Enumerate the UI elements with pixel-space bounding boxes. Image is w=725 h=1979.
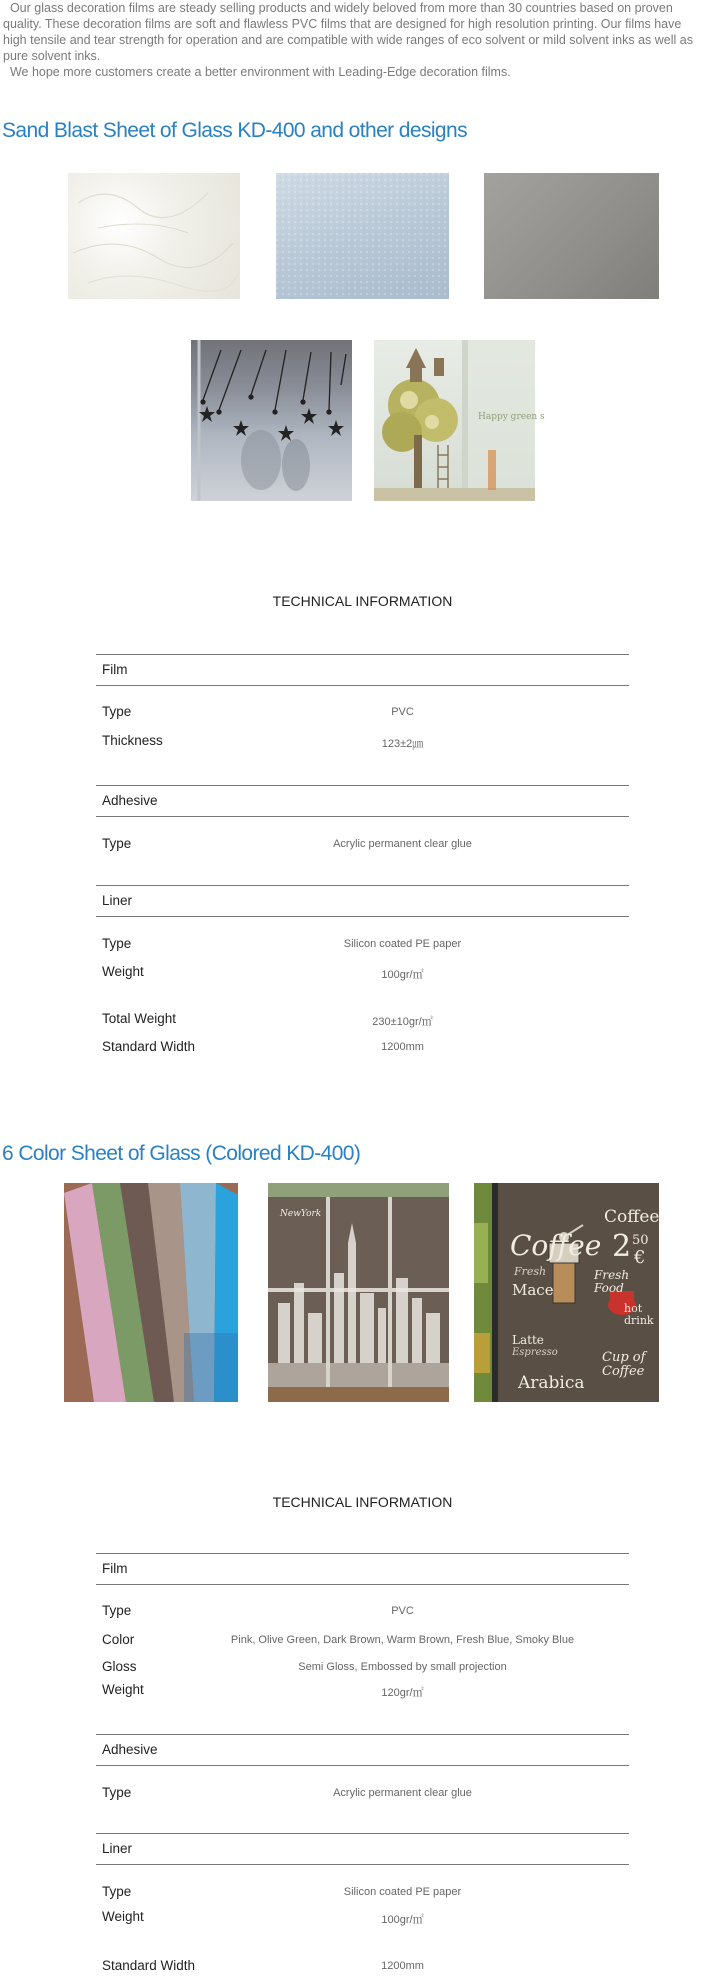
film2-weight-label: Weight (102, 1682, 144, 1697)
photo-happy-green-text: Happy green s (478, 412, 545, 422)
liner-type-value: Silicon coated PE paper (343, 938, 462, 950)
photo-color-sheets (64, 1183, 238, 1402)
standard-width2-label: Standard Width (102, 1958, 196, 1973)
section2-title: 6 Color Sheet of Glass (Colored KD-400) (2, 1142, 361, 1165)
adhesive-heading: Adhesive (102, 793, 158, 808)
coffee-word-7: Latte (512, 1333, 544, 1347)
section1-tech-title: TECHNICAL INFORMATION (272, 593, 453, 609)
liner-weight-label: Weight (102, 964, 144, 979)
intro-paragraph-1: Our glass decoration films are steady selling products and widely beloved from more than 30 countries based on proven quality. These decoration films are soft and flawless PVC films that are designed for high resolution printing. Our films have high tensile and tear strength for operation and are compatible with wide ranges of eco solvent or mild solvent inks as well as pure solvent inks. (3, 1, 697, 63)
section2-tech-title: TECHNICAL INFORMATION (272, 1494, 453, 1510)
liner-heading-row (96, 885, 629, 917)
coffee-word-2: Coffee (604, 1207, 660, 1227)
liner2-heading: Liner (102, 1841, 133, 1856)
film2-color-value: Pink, Olive Green, Dark Brown, Warm Brown, Fresh Blue, Smoky Blue (230, 1634, 575, 1646)
photo-grey-frost-texture (484, 173, 659, 299)
coffee-word-4: Mace (512, 1281, 554, 1299)
film-thickness-label: Thickness (102, 733, 163, 748)
photo-white-fiber-texture (68, 173, 240, 299)
photo-star-mobile-window (191, 340, 352, 501)
film2-heading: Film (102, 1561, 128, 1576)
photo-newyork-text: NewYork (280, 1209, 322, 1219)
coffee-word-10: Cup of Coffee (602, 1350, 646, 1379)
coffee-word-1: Coffee (510, 1229, 602, 1262)
liner2-weight-value: 100gr/㎡ (381, 1914, 424, 1926)
adhesive-type-label: Type (102, 836, 132, 851)
photo-newyork-skyline-window (268, 1183, 449, 1402)
film2-type-value: PVC (391, 1605, 414, 1617)
coffee-word-5: Fresh Food (594, 1268, 630, 1295)
section1-tech-table (96, 654, 629, 1064)
film2-type-label: Type (102, 1603, 132, 1618)
intro-text (3, 0, 703, 80)
standard-width2-value: 1200mm (381, 1960, 424, 1972)
liner2-heading-row (96, 1833, 629, 1865)
standard-width-label: Standard Width (102, 1039, 196, 1054)
film-heading: Film (102, 662, 128, 677)
price-currency: € (634, 1247, 646, 1268)
film2-gloss-value: Semi Gloss, Embossed by small projection (298, 1661, 507, 1673)
liner2-type-value: Silicon coated PE paper (343, 1886, 462, 1898)
film-type-value: PVC (391, 706, 414, 718)
photo-blue-frost-texture (276, 173, 449, 299)
adhesive-heading-row (96, 785, 629, 817)
intro-paragraph-2: We hope more customers create a better environment with Leading-Edge decoration films. (3, 65, 511, 79)
coffee-word-3: Fresh (514, 1265, 547, 1278)
film2-heading-row (96, 1553, 629, 1585)
liner2-type-label: Type (102, 1884, 132, 1899)
standard-width-value: 1200mm (381, 1041, 424, 1053)
film2-gloss-label: Gloss (102, 1659, 137, 1674)
film-thickness-value: 123±2㎛ (381, 738, 424, 750)
price-major: 2 (612, 1229, 632, 1264)
coffee-word-6: hot drink (624, 1302, 654, 1327)
film2-color-label: Color (102, 1632, 135, 1647)
total-weight-label: Total Weight (102, 1011, 177, 1026)
liner-heading: Liner (102, 893, 133, 908)
adhesive2-heading: Adhesive (102, 1742, 158, 1757)
adhesive-type-value: Acrylic permanent clear glue (333, 838, 472, 850)
photo-happy-green-tree-window (374, 340, 545, 501)
adhesive2-type-label: Type (102, 1785, 132, 1800)
adhesive2-type-value: Acrylic permanent clear glue (333, 1787, 472, 1799)
section1-title: Sand Blast Sheet of Glass KD-400 and other designs (2, 119, 467, 142)
film2-weight-value: 120gr/㎡ (381, 1687, 424, 1699)
film-type-label: Type (102, 704, 132, 719)
section2-tech-table (96, 1553, 629, 1979)
coffee-word-9: Arabica (518, 1373, 585, 1393)
adhesive2-heading-row (96, 1734, 629, 1766)
total-weight-value: 230±10gr/㎡ (372, 1016, 433, 1028)
photo-coffee-chalkboard-window (474, 1183, 659, 1402)
liner-type-label: Type (102, 936, 132, 951)
liner-weight-value: 100gr/㎡ (381, 969, 424, 981)
price-minor: 50 (632, 1233, 649, 1248)
film-heading-row (96, 654, 629, 686)
liner2-weight-label: Weight (102, 1909, 144, 1924)
coffee-word-8: Espresso (512, 1347, 558, 1358)
